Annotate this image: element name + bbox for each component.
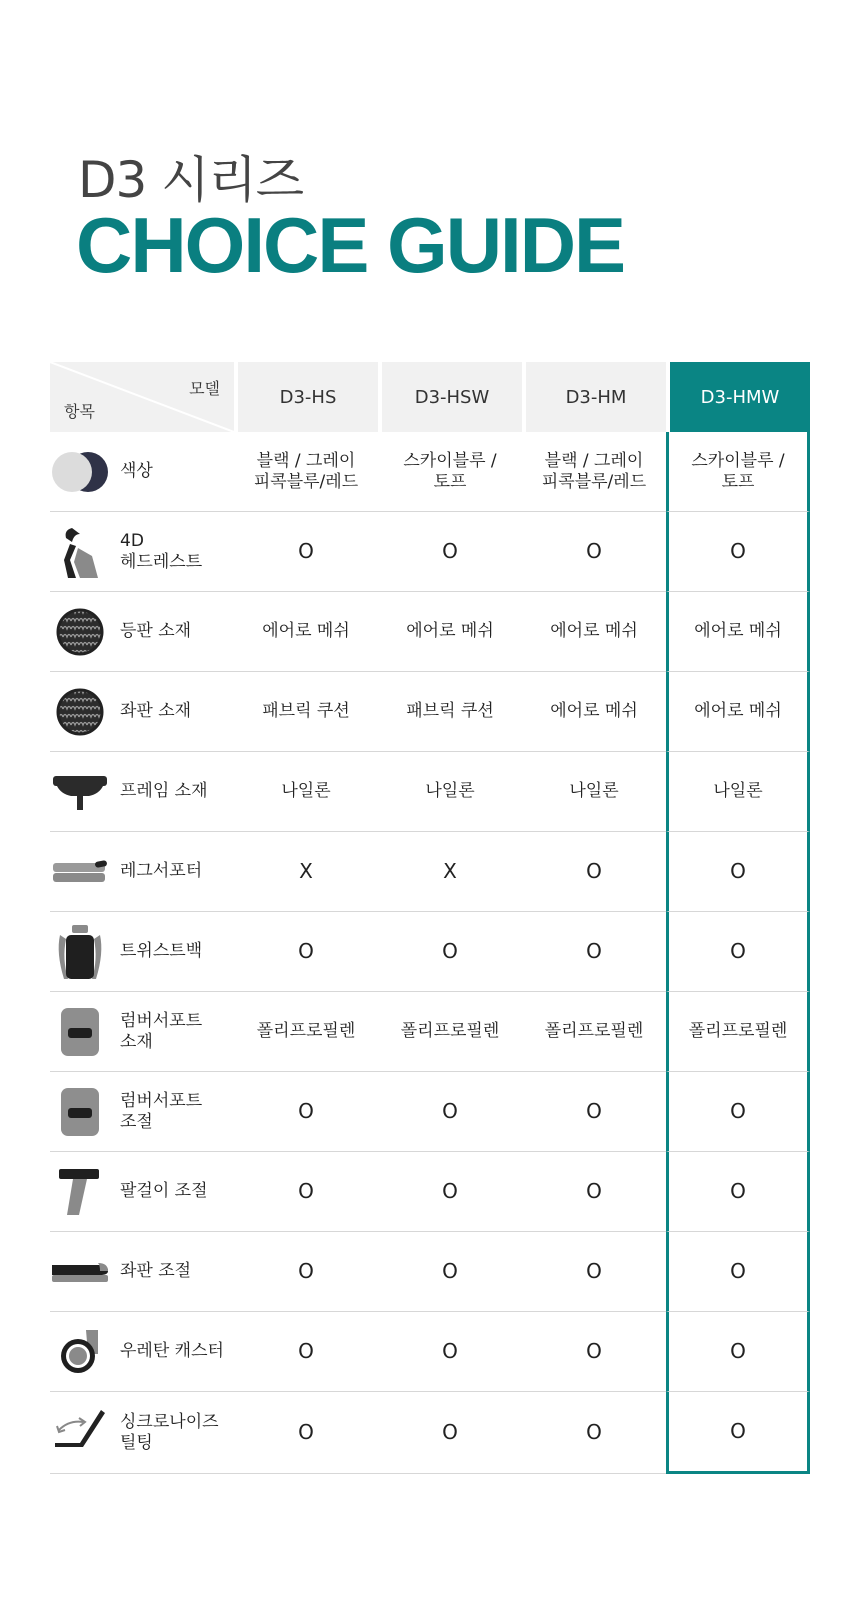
armrest-icon xyxy=(50,1162,110,1222)
comparison-table xyxy=(50,362,810,1474)
availability-mark: O xyxy=(730,1418,746,1443)
page-title: CHOICE GUIDE xyxy=(76,201,625,289)
availability-mark: O xyxy=(730,1178,746,1203)
spec-value: 스카이블루 / 토프 xyxy=(691,450,785,492)
spec-value: 에어로 메쉬 xyxy=(694,701,782,721)
spec-value: 스카이블루 / 토프 xyxy=(403,450,497,492)
feature-label: 싱크로나이즈 틸팅 xyxy=(120,1411,219,1453)
value-cell xyxy=(666,1072,810,1152)
availability-mark: O xyxy=(442,1178,458,1203)
feature-cell xyxy=(50,512,234,592)
value-cell xyxy=(234,1152,378,1232)
table-row xyxy=(50,752,810,832)
feature-cell xyxy=(50,1232,234,1312)
table-row xyxy=(50,1392,810,1474)
value-cell xyxy=(666,432,810,512)
twist-back-icon xyxy=(50,922,110,982)
value-cell xyxy=(522,832,666,912)
feature-label: 색상 xyxy=(120,461,153,481)
value-cell xyxy=(234,432,378,512)
spec-value: 에어로 메쉬 xyxy=(550,621,638,641)
availability-mark: O xyxy=(442,938,458,963)
availability-mark: O xyxy=(298,938,314,963)
value-cell xyxy=(666,1152,810,1232)
table-row xyxy=(50,912,810,992)
spec-value: 폴리프로필렌 xyxy=(400,1021,500,1041)
model-header-d3-hm: D3-HM xyxy=(522,362,666,432)
table-header-row xyxy=(50,362,810,432)
value-cell xyxy=(378,1232,522,1312)
value-cell xyxy=(522,432,666,512)
value-cell xyxy=(234,1072,378,1152)
mesh-icon xyxy=(50,682,110,742)
table-row xyxy=(50,1152,810,1232)
value-cell xyxy=(666,592,810,672)
value-cell xyxy=(378,832,522,912)
availability-mark: O xyxy=(298,1258,314,1283)
corner-model-label: 모델 xyxy=(189,379,220,398)
value-cell xyxy=(234,1312,378,1392)
model-header-d3-hmw: D3-HMW xyxy=(666,362,810,432)
lumbar-icon xyxy=(50,1082,110,1142)
availability-mark: O xyxy=(586,1338,602,1363)
value-cell xyxy=(378,1392,522,1474)
seat-icon xyxy=(50,1242,110,1302)
value-cell xyxy=(522,752,666,832)
value-cell xyxy=(234,752,378,832)
series-subtitle: D3 시리즈 xyxy=(78,151,304,209)
value-cell xyxy=(522,1072,666,1152)
availability-mark: O xyxy=(442,538,458,563)
value-cell xyxy=(378,592,522,672)
table-row xyxy=(50,832,810,912)
value-cell xyxy=(234,592,378,672)
frame-icon xyxy=(50,762,110,822)
value-cell xyxy=(234,512,378,592)
value-cell xyxy=(666,992,810,1072)
feature-cell xyxy=(50,1312,234,1392)
value-cell xyxy=(666,512,810,592)
spec-value: 패브릭 쿠션 xyxy=(262,701,350,721)
value-cell xyxy=(378,752,522,832)
feature-cell xyxy=(50,992,234,1072)
value-cell xyxy=(666,1232,810,1312)
availability-mark: X xyxy=(443,858,457,883)
model-header-d3-hs: D3-HS xyxy=(234,362,378,432)
availability-mark: O xyxy=(586,1098,602,1123)
value-cell xyxy=(522,1392,666,1474)
value-cell xyxy=(234,1232,378,1312)
availability-mark: O xyxy=(442,1258,458,1283)
value-cell xyxy=(522,672,666,752)
value-cell xyxy=(522,1312,666,1392)
spec-value: 에어로 메쉬 xyxy=(694,621,782,641)
value-cell xyxy=(234,992,378,1072)
spec-value: 에어로 메쉬 xyxy=(406,621,494,641)
model-header-d3-hsw: D3-HSW xyxy=(378,362,522,432)
feature-label: 좌판 조절 xyxy=(120,1261,192,1281)
value-cell xyxy=(378,432,522,512)
color-swatch-icon xyxy=(50,442,110,502)
availability-mark: O xyxy=(586,1178,602,1203)
availability-mark: O xyxy=(730,858,746,883)
feature-label: 럼버서포트 소재 xyxy=(120,1010,203,1052)
availability-mark: O xyxy=(586,538,602,563)
feature-label: 좌판 소재 xyxy=(120,701,192,721)
availability-mark: O xyxy=(298,538,314,563)
value-cell xyxy=(378,1072,522,1152)
tilt-icon xyxy=(50,1403,110,1463)
spec-value: 에어로 메쉬 xyxy=(550,701,638,721)
table-row xyxy=(50,1072,810,1152)
table-row xyxy=(50,512,810,592)
feature-label: 팔걸이 조절 xyxy=(120,1181,208,1201)
value-cell xyxy=(666,1312,810,1392)
feature-cell xyxy=(50,752,234,832)
feature-label: 우레탄 캐스터 xyxy=(120,1341,224,1361)
value-cell xyxy=(522,1232,666,1312)
value-cell xyxy=(522,512,666,592)
availability-mark: O xyxy=(442,1098,458,1123)
availability-mark: O xyxy=(298,1419,314,1444)
spec-value: 폴리프로필렌 xyxy=(688,1021,788,1041)
spec-value: 에어로 메쉬 xyxy=(262,621,350,641)
availability-mark: O xyxy=(298,1338,314,1363)
corner-item-label: 항목 xyxy=(64,402,95,421)
spec-value: 나일론 xyxy=(569,781,619,801)
feature-cell xyxy=(50,912,234,992)
feature-cell xyxy=(50,592,234,672)
feature-cell xyxy=(50,1392,234,1474)
value-cell xyxy=(378,912,522,992)
value-cell xyxy=(522,912,666,992)
mesh-icon xyxy=(50,602,110,662)
value-cell xyxy=(522,992,666,1072)
availability-mark: O xyxy=(586,938,602,963)
availability-mark: O xyxy=(730,938,746,963)
availability-mark: O xyxy=(730,1338,746,1363)
feature-cell xyxy=(50,832,234,912)
spec-value: 나일론 xyxy=(281,781,331,801)
feature-cell xyxy=(50,432,234,512)
value-cell xyxy=(666,912,810,992)
availability-mark: O xyxy=(586,1419,602,1444)
value-cell xyxy=(378,992,522,1072)
leg-support-icon xyxy=(50,842,110,902)
feature-cell xyxy=(50,1152,234,1232)
value-cell xyxy=(234,1392,378,1474)
feature-label: 4D 헤드레스트 xyxy=(120,530,203,572)
feature-label: 럼버서포트 조절 xyxy=(120,1090,203,1132)
value-cell xyxy=(234,912,378,992)
spec-value: 나일론 xyxy=(713,781,763,801)
table-row xyxy=(50,1312,810,1392)
spec-value: 폴리프로필렌 xyxy=(544,1021,644,1041)
corner-cell xyxy=(50,362,234,432)
value-cell xyxy=(666,1392,810,1474)
value-cell xyxy=(666,752,810,832)
table-row xyxy=(50,992,810,1072)
availability-mark: O xyxy=(730,1098,746,1123)
availability-mark: O xyxy=(730,1258,746,1283)
value-cell xyxy=(378,1152,522,1232)
caster-icon xyxy=(50,1322,110,1382)
availability-mark: X xyxy=(299,858,313,883)
lumbar-icon xyxy=(50,1002,110,1062)
value-cell xyxy=(234,832,378,912)
value-cell xyxy=(522,592,666,672)
spec-value: 폴리프로필렌 xyxy=(256,1021,356,1041)
value-cell xyxy=(378,512,522,592)
value-cell xyxy=(378,672,522,752)
table-row xyxy=(50,672,810,752)
feature-label: 프레임 소재 xyxy=(120,781,208,801)
feature-cell xyxy=(50,1072,234,1152)
feature-label: 트위스트백 xyxy=(120,941,203,961)
spec-value: 나일론 xyxy=(425,781,475,801)
availability-mark: O xyxy=(730,538,746,563)
value-cell xyxy=(378,1312,522,1392)
value-cell xyxy=(522,1152,666,1232)
table-row xyxy=(50,592,810,672)
spec-value: 패브릭 쿠션 xyxy=(406,701,494,721)
value-cell xyxy=(666,672,810,752)
availability-mark: O xyxy=(586,858,602,883)
availability-mark: O xyxy=(442,1338,458,1363)
feature-cell xyxy=(50,672,234,752)
feature-label: 등판 소재 xyxy=(120,621,192,641)
value-cell xyxy=(666,832,810,912)
value-cell xyxy=(234,672,378,752)
table-row xyxy=(50,432,810,512)
availability-mark: O xyxy=(442,1419,458,1444)
table-row xyxy=(50,1232,810,1312)
headrest-icon xyxy=(50,522,110,582)
availability-mark: O xyxy=(298,1098,314,1123)
feature-label: 레그서포터 xyxy=(120,861,203,881)
availability-mark: O xyxy=(298,1178,314,1203)
spec-value: 블랙 / 그레이 피콕블루/레드 xyxy=(541,450,647,492)
availability-mark: O xyxy=(586,1258,602,1283)
spec-value: 블랙 / 그레이 피콕블루/레드 xyxy=(253,450,359,492)
